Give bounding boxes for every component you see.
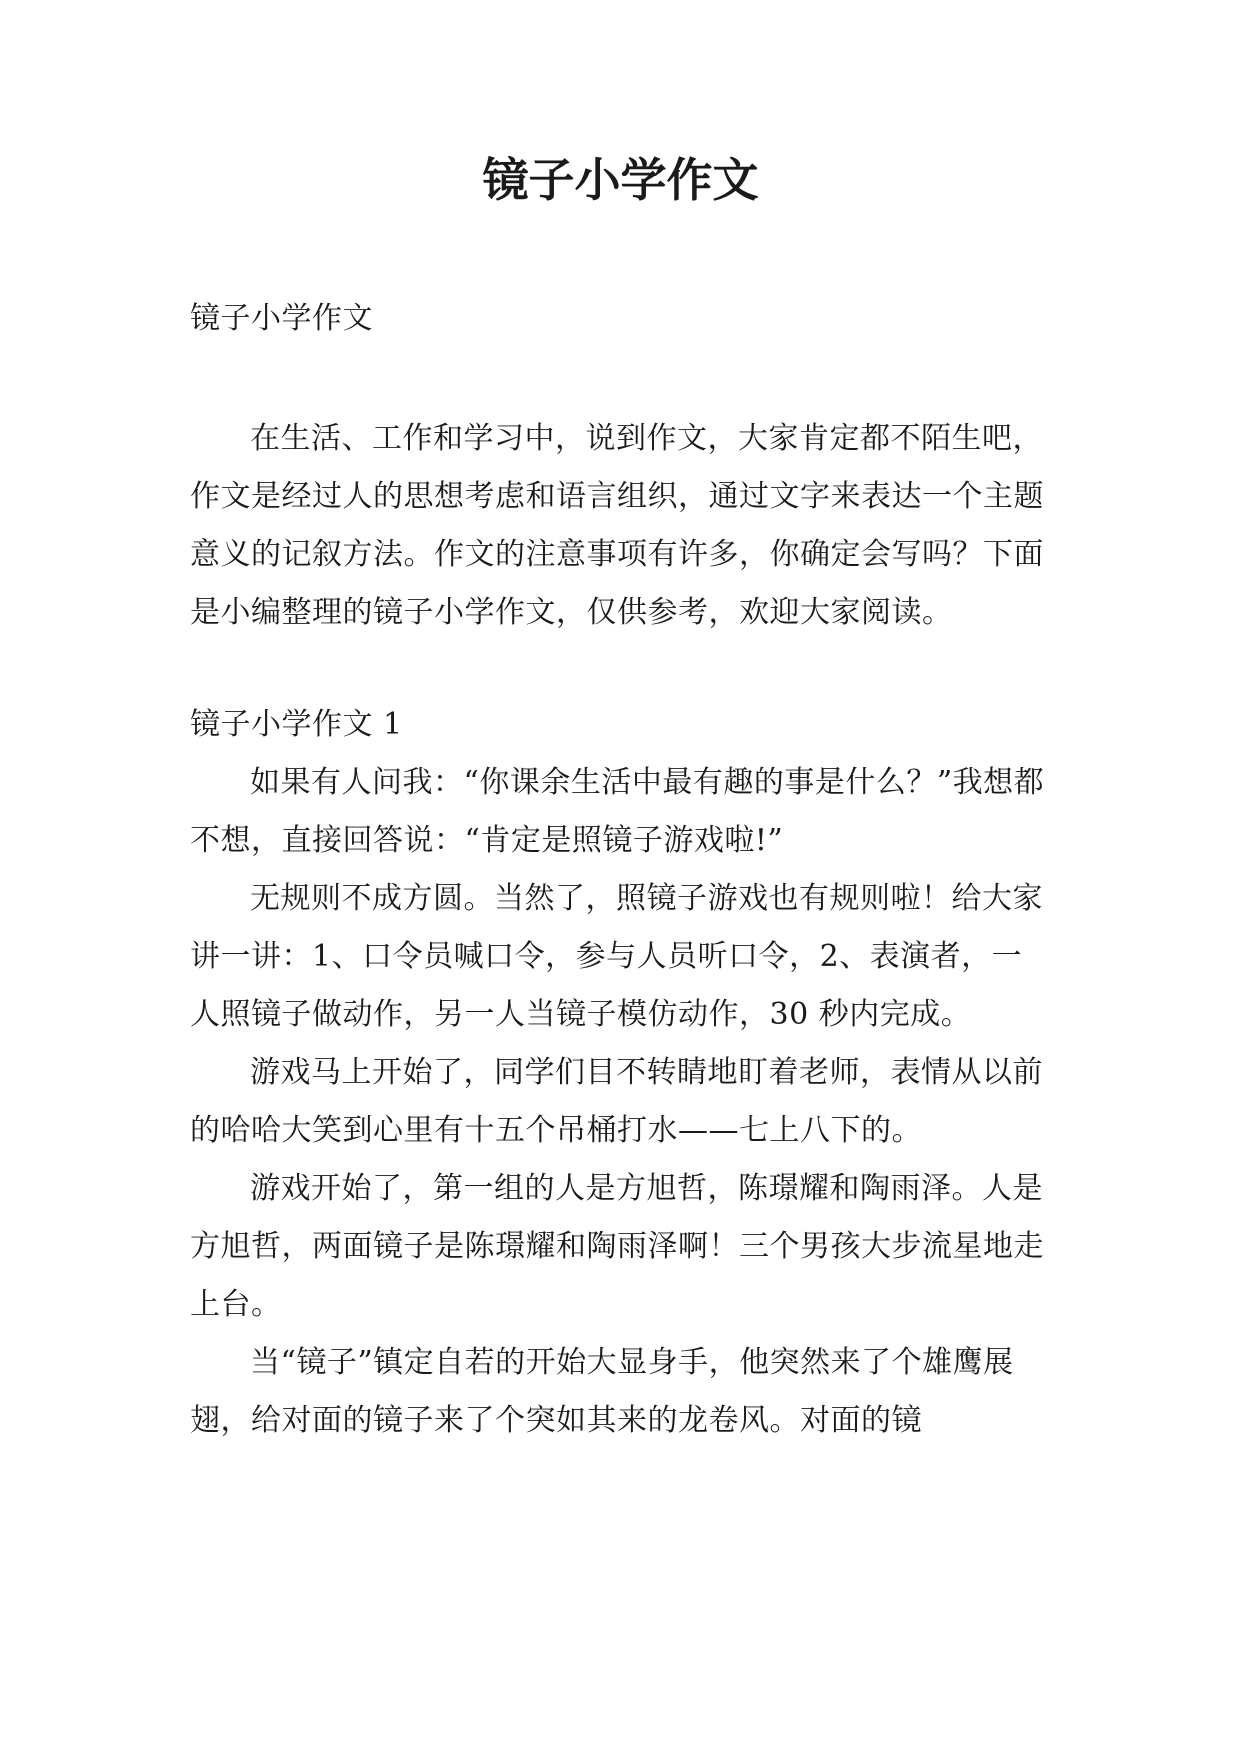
document-title: 镜子小学作文	[482, 153, 759, 207]
intro-paragraph: 在生活、工作和学习中，说到作文，大家肯定都不陌生吧，作文是经过人的思想考虑和语言组织，通过文字来表达一个主题意义的记叙方法。作文的注意事项有许多，你确定会写吗？下面是小编整理的镜子小学作文，仅供参考，欢迎大家阅读。	[190, 421, 1044, 630]
paragraph-4: 游戏开始了，第一组的人是方旭哲，陈璟耀和陶雨泽。人是方旭哲，两面镜子是陈璟耀和陶雨泽啊！三个男孩大步流星地走上台。	[190, 1171, 1044, 1322]
paragraph-5: 当“镜子”镇定自若的开始大显身手，他突然来了个雄鹰展翅，给对面的镜子来了个突如其来的龙卷风。对面的镜	[190, 1345, 1014, 1438]
paragraph-2: 无规则不成方圆。当然了，照镜子游戏也有规则啦！给大家讲一讲：1、口令员喊口令，参与人员听口令，2、表演者，一人照镜子做动作，另一人当镜子模仿动作，30 秒内完成。	[190, 881, 1043, 1032]
paragraph-1: 如果有人问我：“你课余生活中最有趣的事是什么？”我想都不想，直接回答说：“肯定是照镜子游戏啦!”	[190, 765, 1045, 858]
paragraph-3: 游戏马上开始了，同学们目不转睛地盯着老师，表情从以前的哈哈大笑到心里有十五个吊桶打水——七上八下的。	[190, 1055, 1043, 1148]
subtitle: 镜子小学作文	[190, 301, 373, 336]
document-body	[190, 290, 1050, 1450]
section-heading: 镜子小学作文 1	[190, 707, 403, 742]
